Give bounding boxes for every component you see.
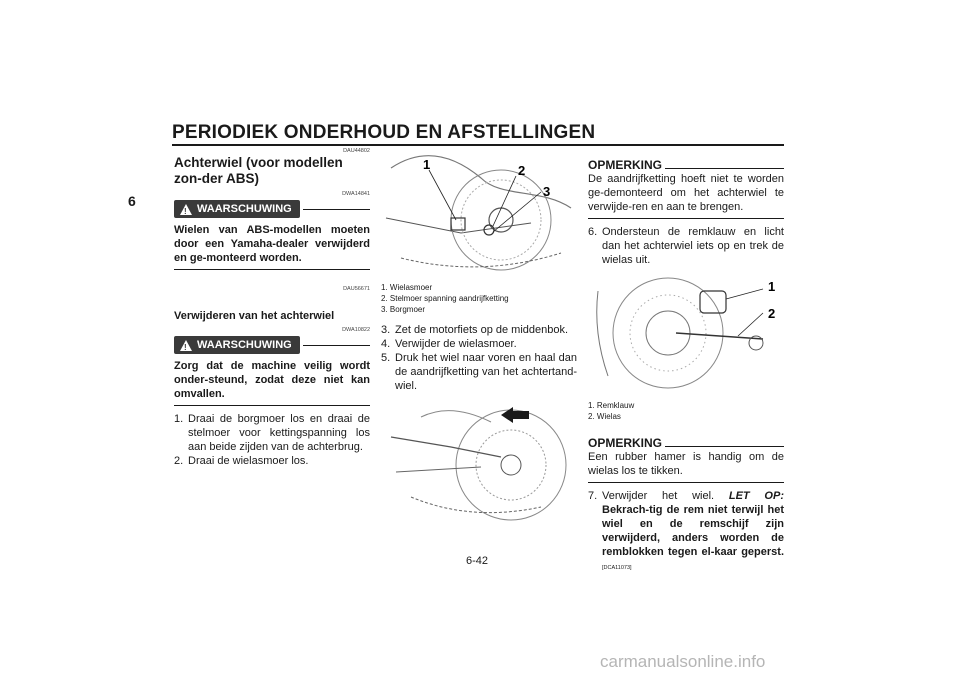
warning-header: [174, 336, 370, 354]
steps-list: [174, 412, 370, 468]
warning-end-rule: [174, 405, 370, 406]
warning-header: [174, 200, 370, 218]
note-line: [665, 168, 784, 169]
callout-1: 1: [423, 157, 431, 172]
column-left: [174, 148, 370, 468]
note-text: Een rubber hamer is handig om de wielas los te tikken.: [588, 451, 784, 477]
list-item: 2. Draai de wielasmoer los.: [174, 455, 309, 467]
steps-list: [588, 225, 784, 267]
note-end-rule: [588, 218, 784, 219]
list-item: 5. Druk het wiel naar voren en haal dan de aandrijfketting van het achtertand-wiel.: [381, 352, 577, 392]
figure-brake-caliper: [588, 271, 784, 396]
chapter-tab: 6: [128, 193, 136, 209]
note-label: OPMERKING: [588, 436, 663, 450]
list-item: 7. Verwijder het wiel. LET OP: Bekrach-tig de rem niet terwijl het wiel en de remschijf zijn verwijderd, anders worden de remblokken tegen el-kaar geperst. [DCA11073]: [588, 490, 784, 571]
warning-line: [303, 345, 370, 346]
subheading: Verwijderen van het achterwiel: [174, 310, 335, 322]
warning-code: DWA14841: [342, 191, 370, 197]
section-heading: Achterwiel (voor modellen zon-der ABS): [174, 155, 343, 186]
callout-2: 2: [518, 163, 526, 178]
note-header: [588, 436, 784, 450]
note-line: [665, 446, 784, 447]
list-item: 4. Verwijder de wielasmoer.: [381, 338, 517, 350]
note-end-rule: [588, 482, 784, 483]
column-middle: [381, 148, 577, 531]
warning-label: WAARSCHUWING: [197, 339, 292, 351]
note-text: De aandrijfketting hoeft niet te worden ge-demonteerd om het achterwiel te verwijde-ren en aan te brengen.: [588, 173, 784, 213]
warning-label: WAARSCHUWING: [197, 203, 292, 215]
callout-3: 3: [543, 184, 551, 199]
header-rule: [172, 144, 784, 146]
warning-end-rule: [174, 269, 370, 270]
warning-code: DWA10822: [342, 327, 370, 333]
list-item: 3. Zet de motorfiets op de middenbok.: [381, 324, 569, 336]
figure-caption: 1. Remklauw: [588, 401, 635, 410]
warning-badge: [174, 200, 300, 218]
figure-caption: 2. Wielas: [588, 412, 621, 421]
warning-triangle-icon: [180, 340, 192, 351]
watermark: carmanualsonline.info: [600, 652, 766, 671]
steps-list: [381, 323, 577, 393]
page-number: 6-42: [466, 555, 489, 567]
caution-code: [DCA11073]: [602, 565, 632, 571]
section-code: DAU44802: [343, 148, 370, 154]
figure-caption: 1. Wielasmoer: [381, 283, 433, 292]
figure-rear-wheel-axle: [381, 148, 577, 278]
warning-text: Zorg dat de machine veilig wordt onder-steund, zodat deze niet kan omvallen.: [174, 360, 370, 400]
note-header: [588, 158, 784, 172]
page-header-title: PERIODIEK ONDERHOUD EN AFSTELLINGEN: [172, 122, 596, 143]
steps-list: [588, 489, 784, 575]
list-item: 1. Draai de borgmoer los en draai de stelmoer voor kettingspanning los aan beide zijden van de achterbrug.: [174, 413, 370, 453]
figure-caption: 2. Stelmoer spanning aandrijfketting: [381, 294, 509, 303]
warning-text: Wielen van ABS-modellen moeten door een Yamaha-dealer verwijderd en ge-monteerd worden.: [174, 224, 370, 264]
note-label: OPMERKING: [588, 158, 663, 172]
warning-badge: [174, 336, 300, 354]
warning-triangle-icon: [180, 204, 192, 215]
column-right: [588, 148, 784, 575]
callout-2: 2: [768, 306, 776, 321]
section-code: DAU56671: [343, 286, 370, 292]
callout-1: 1: [768, 279, 776, 294]
warning-line: [303, 209, 370, 210]
figure-caption: 3. Borgmoer: [381, 305, 426, 314]
figure-chain-removal: [381, 397, 577, 527]
list-item: 6. Ondersteun de remklauw en licht dan het achterwiel iets op en trek de wielas uit.: [588, 226, 784, 266]
